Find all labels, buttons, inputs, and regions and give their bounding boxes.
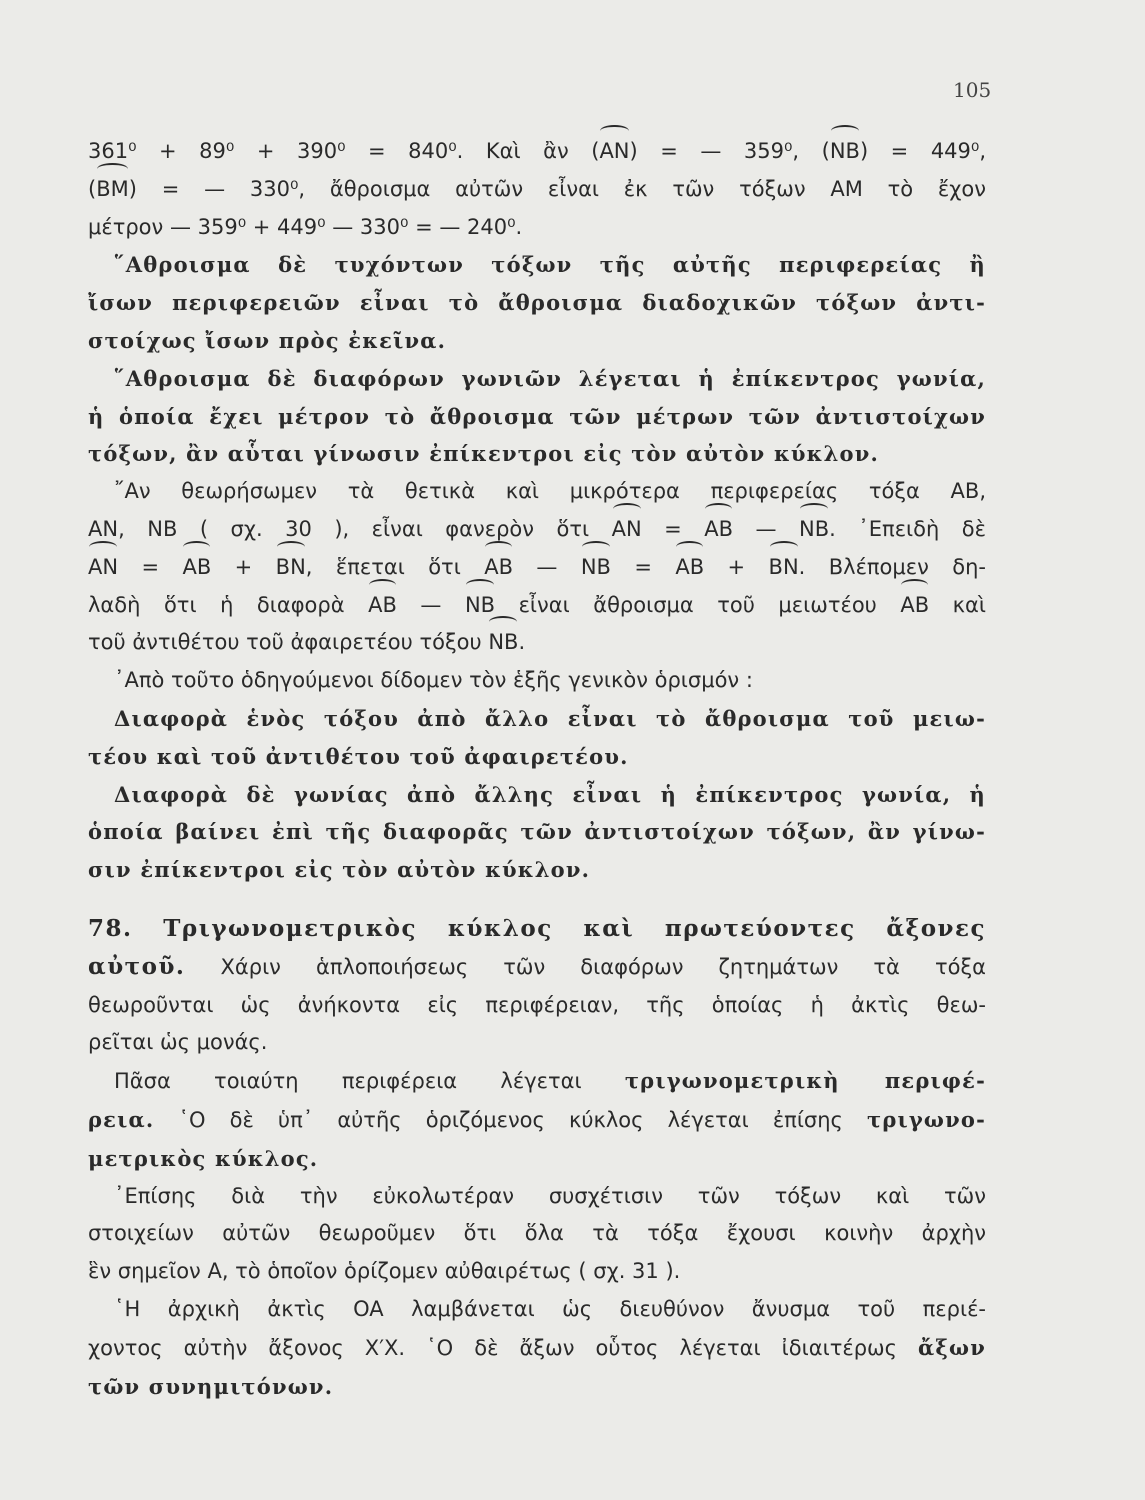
- term-bold: ἄξων: [918, 1334, 986, 1360]
- text-line: μέτρον — 359⁰ + 449⁰ — 330⁰ = — 240⁰.: [88, 214, 523, 239]
- text-line: θεωροῦνται ὡς ἀνήκοντα εἰς περιφέρειαν, τῆς ὁποίας ἡ ἀκτὶς θεω-: [88, 992, 986, 1017]
- arc-mark: NB: [488, 624, 518, 662]
- definition-angle-difference: [88, 776, 986, 889]
- arc-mark: NB: [581, 549, 611, 587]
- text-line: ῾Η ἀρχικὴ ἀκτὶς OA λαμβάνεται ὡς διευθύνον ἄνυσμα τοῦ περιέ-: [114, 1296, 986, 1321]
- text-line: τῶν συνημιτόνων.: [88, 1373, 334, 1399]
- text-line: ἓν σημεῖον A, τὸ ὁποῖον ὁρίζομεν αὐθαιρέτως ( σχ. 31 ).: [88, 1259, 681, 1284]
- text-line: ρεια. ῾Ο δὲ ὑπ᾿ αὐτῆς ὁριζόμενος κύκλος λέγεται ἐπίσης τριγωνο-: [88, 1106, 986, 1132]
- definition-arc-difference: [88, 700, 986, 776]
- page-body: [88, 133, 986, 1405]
- text-line: λαδὴ ὅτι ἡ διαφορὰ AB — NB εἶναι ἄθροισμα τοῦ μειωτέου AB καὶ: [88, 587, 986, 625]
- term-bold: ρεια.: [88, 1106, 155, 1132]
- text-line: ρεῖται ὡς μονάς.: [88, 1030, 268, 1055]
- arc-mark: AB: [900, 587, 929, 625]
- text-line: τέου καὶ τοῦ ἀντιθέτου τοῦ ἀφαιρετέου.: [88, 743, 629, 769]
- text-line: ὁποία βαίνει ἐπὶ τῆς διαφορᾶς τῶν ἀντιστοίχων τόξων, ἂν γίνω-: [88, 819, 986, 845]
- paragraph-common-origin: [88, 1178, 986, 1291]
- arc-mark: NB: [830, 133, 860, 171]
- section-heading-end: αὐτοῦ.: [88, 952, 186, 980]
- text-line: 361⁰ + 89⁰ + 390⁰ = 840⁰. Καὶ ἂν (AN) = — 359⁰, (NB) = 449⁰,: [88, 133, 986, 171]
- arc-mark: NB: [465, 587, 495, 625]
- text-line: ῞Αθροισμα δὲ τυχόντων τόξων τῆς αὐτῆς περιφερείας ἢ: [114, 252, 986, 278]
- text-line: χοντος αὐτὴν ἄξονος X′X. ῾Ο δὲ ἄξων οὗτος λέγεται ἰδιαιτέρως ἄξων: [88, 1334, 986, 1360]
- arc-mark: AN: [88, 549, 118, 587]
- term-bold: τριγωνο-: [866, 1106, 986, 1132]
- section-spacer: [88, 889, 986, 910]
- page-number: 105: [953, 78, 992, 102]
- text-line: αὐτοῦ. Χάριν ἁπλοποιήσεως τῶν διαφόρων ζητημάτων τὰ τόξα: [88, 952, 986, 980]
- text-line: ἡ ὁποία ἔχει μέτρον τὸ ἄθροισμα τῶν μέτρων τῶν ἀντιστοίχων: [88, 403, 986, 429]
- paragraph-trig-circle: [88, 1062, 986, 1177]
- paragraph-sum-computation: [88, 133, 986, 246]
- arc-mark: BM: [96, 171, 129, 209]
- paragraph-general-definition-intro: [88, 662, 986, 700]
- text-line: Πᾶσα τοιαύτη περιφέρεια λέγεται τριγωνομετρικὴ περιφέ-: [114, 1068, 986, 1094]
- paragraph-difference-example: [88, 473, 986, 662]
- text-line: τόξων, ἂν αὗται γίνωσιν ἐπίκεντροι εἰς τὸν αὐτὸν κύκλον.: [88, 441, 880, 467]
- section-heading: 78. Τριγωνομετρικὸς κύκλος καὶ πρωτεύοντες ἄξονες: [88, 914, 986, 942]
- text-line: τοῦ ἀντιθέτου τοῦ ἀφαιρετέου τόξου NB.: [88, 624, 986, 662]
- text-line: Διαφορὰ δὲ γωνίας ἀπὸ ἄλλης εἶναι ἡ ἐπίκεντρος γωνία, ἡ: [114, 781, 986, 807]
- section-78: [88, 910, 986, 1062]
- text-line: ᾿Απὸ τοῦτο ὁδηγούμενοι δίδομεν τὸν ἑξῆς γενικὸν ὁρισμόν :: [114, 668, 753, 693]
- arc-mark: BN: [769, 549, 799, 587]
- text-line: μετρικὸς κύκλος.: [88, 1145, 319, 1171]
- text-line: AN = AB + BN, ἕπεται ὅτι AB — NB = AB + BN. Βλέπομεν δη-: [88, 549, 986, 587]
- text-line: σιν ἐπίκεντροι εἰς τὸν αὐτὸν κύκλον.: [88, 857, 591, 883]
- text-line: ἴσων περιφερειῶν εἶναι τὸ ἄθροισμα διαδοχικῶν τόξων ἀντι-: [88, 290, 986, 316]
- definition-arc-sum: [88, 246, 986, 359]
- arc-mark: BN: [276, 549, 306, 587]
- arc-mark: AN: [599, 133, 629, 171]
- text-line: ᾿Επίσης διὰ τὴν εὐκολωτέραν συσχέτισιν τῶν τόξων καὶ τῶν: [114, 1183, 986, 1208]
- arc-mark: AN: [612, 511, 642, 549]
- text-line: ῞Αθροισμα δὲ διαφόρων γωνιῶν λέγεται ἡ ἐπίκεντρος γωνία,: [114, 365, 986, 391]
- text-line: Διαφορὰ ἑνὸς τόξου ἀπὸ ἄλλο εἶναι τὸ ἄθροισμα τοῦ μειω-: [114, 705, 986, 731]
- text-line: AN, NB ( σχ. 30 ), εἶναι φανερὸν ὅτι AN = AB — NB. ᾿Επειδὴ δὲ: [88, 511, 986, 549]
- arc-mark: AB: [484, 549, 513, 587]
- term-bold: τριγωνομετρικὴ περιφέ-: [624, 1068, 986, 1094]
- paragraph-cosine-axis: [88, 1291, 986, 1405]
- arc-mark: AB: [675, 549, 704, 587]
- definition-angle-sum: [88, 360, 986, 473]
- text-line: (BM) = — 330⁰, ἄθροισμα αὐτῶν εἶναι ἐκ τῶν τόξων AM τὸ ἔχον: [88, 171, 986, 209]
- text-line: ῎Αν θεωρήσωμεν τὰ θετικὰ καὶ μικρότερα περιφερείας τόξα AB,: [114, 479, 986, 504]
- text-line: στοιχείων αὐτῶν θεωροῦμεν ὅτι ὅλα τὰ τόξα ἔχουσι κοινὴν ἀρχὴν: [88, 1221, 986, 1246]
- arc-mark: NB: [799, 511, 829, 549]
- arc-mark: AB: [182, 549, 211, 587]
- arc-mark: AB: [704, 511, 733, 549]
- arc-mark: AB: [368, 587, 397, 625]
- text-line: στοίχως ἴσων πρὸς ἐκεῖνα.: [88, 327, 447, 353]
